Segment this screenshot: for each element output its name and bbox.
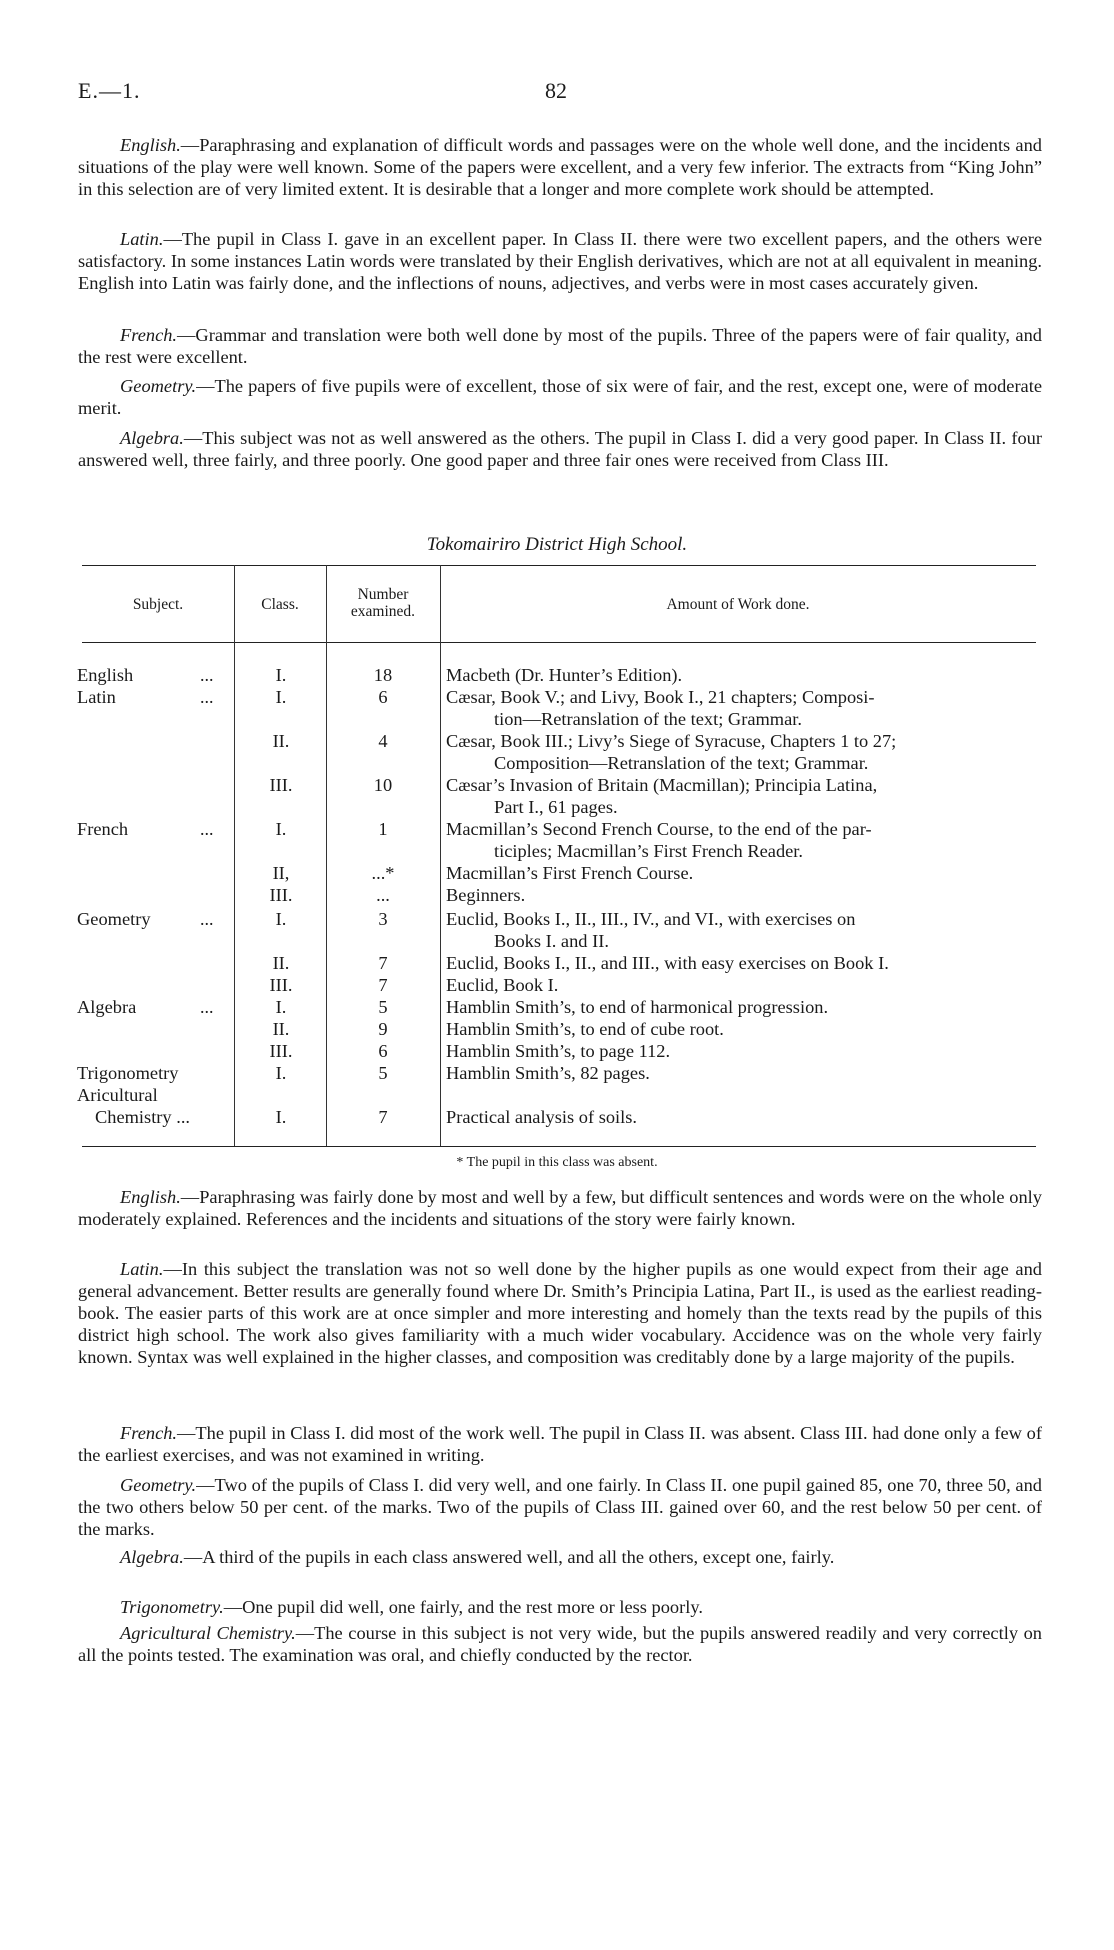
paragraph-text: —A third of the pupils in each class answered well, and all the others, except one, fairly.: [183, 1547, 835, 1567]
table-cell-class: II.: [272, 953, 290, 973]
table-cell-leader-dots: ...: [200, 687, 214, 707]
paragraph-heading: Agricultural Chemistry.: [120, 1623, 296, 1643]
paragraph-heading: French.: [120, 325, 178, 345]
table-cell-class: II.: [272, 731, 290, 751]
work-text: Cæsar’s Invasion of Britain (Macmillan); Principia Latina,: [446, 775, 878, 795]
paragraph-algebra-bottom: [78, 1546, 1042, 1568]
paragraph-french-top: [78, 324, 1042, 368]
work-text: Cæsar, Book III.; Livy’s Siege of Syracuse, Chapters 1 to 27;: [446, 731, 897, 751]
table-cell-work: [446, 1107, 1040, 1129]
table-cell-work: [446, 1041, 1040, 1063]
table-cell-number: 4: [378, 731, 388, 751]
table-bottom-rule: [82, 1146, 1036, 1147]
paragraph-heading: Trigonometry.: [120, 1597, 224, 1617]
work-text-continued: Part I., 61 pages.: [494, 796, 618, 817]
table-cell-number: 5: [378, 997, 388, 1017]
paragraph-text: —Grammar and translation were both well done by most of the pupils. Three of the papers were of fair quality, and the rest were excellent.: [78, 325, 1042, 367]
paragraph-heading: Geometry.: [120, 376, 197, 396]
table-cell-class: II,: [272, 863, 290, 883]
table-cell-leader-dots: ...: [200, 997, 214, 1017]
table-cell-number: 6: [378, 1041, 388, 1061]
paragraph-text: —In this subject the translation was not so well done by the higher pupils as one would expect from their age and general advancement. Better results are generally found where Dr. Smith’s Principia Latina, Part II., is used as the earliest reading-book. The easier parts of this work are at once simpler and more interesting and homely than the texts read by the pupils of this district high school. The work also gives familiarity with a much wider vocabulary. Accidence was on the whole very fairly known. Syntax was well explained in the higher classes, and composition was creditably done by a large majority of the pupils.: [78, 1259, 1042, 1367]
paragraph-heading: French.: [120, 1423, 178, 1443]
paragraph-english-bottom: [78, 1186, 1042, 1230]
paragraph-heading: Algebra.: [120, 428, 184, 448]
work-text-continued: Composition—Retranslation of the text; Grammar.: [494, 752, 869, 773]
paragraph-heading: Geometry.: [120, 1475, 197, 1495]
paragraph-text: —Paraphrasing and explanation of difficult words and passages were on the whole well done, and the incidents and situations of the play were well known. Some of the papers were excellent, and a very few inferior. The extracts from “King John” in this selection are of very limited extent. It is desirable that a longer and more complete work should be attempted.: [78, 135, 1042, 199]
table-cell-work: [446, 885, 1040, 907]
paragraph-text: —This subject was not as well answered as the others. The pupil in Class I. did a very good paper. In Class II. four answered well, three fairly, and three poorly. One good paper and three fair ones were received from Class III.: [78, 428, 1042, 470]
paragraph-text: —The course in this subject is not very wide, but the pupils answered readily and very correctly on all the points tested. The examination was oral, and chiefly conducted by the rector.: [78, 1623, 1042, 1665]
column-header-number: Number examined.: [350, 586, 416, 620]
table-top-rule: [82, 565, 1036, 566]
paragraph-text: —Paraphrasing was fairly done by most and well by a few, but difficult sentences and words were on the whole only moderately explained. References and the incidents and situations of the story were fairly known.: [78, 1187, 1042, 1229]
table-cell-number: 7: [378, 975, 388, 995]
table-cell-class: I.: [275, 1107, 287, 1127]
paragraph-text: —The pupil in Class I. gave in an excellent paper. In Class II. there were two excellent papers, and the others were satisfactory. In some instances Latin words were translated by their English derivatives, which are not at all equivalent in meaning. English into Latin was fairly done, and the inflections of nouns, adjectives, and verbs were in most cases accurately given.: [78, 229, 1042, 293]
column-header-subject: Subject.: [132, 596, 184, 613]
column-header-class: Class.: [261, 596, 299, 613]
table-cell-subject: English: [77, 665, 134, 685]
table-cell-work: [446, 1019, 1040, 1041]
table-cell-number: 6: [378, 687, 388, 707]
table-cell-class: III.: [269, 885, 293, 905]
table-header-rule: [82, 642, 1036, 643]
work-text-continued: ticiples; Macmillan’s First French Reader.: [494, 840, 804, 861]
paragraph-text: —Two of the pupils of Class I. did very well, and one fairly. In Class II. one pupil gained 85, one 70, three 50, and the two others below 50 per cent. of the marks. Two of the pupils of Class III. gained over 60, and the rest below 50 per cent. of the marks.: [78, 1475, 1042, 1539]
table-cell-number: 18: [373, 665, 393, 685]
paragraph-heading: Latin.: [120, 229, 164, 249]
table-cell-class: I.: [275, 819, 287, 839]
table-cell-work: [446, 975, 1040, 997]
paragraph-text: —One pupil did well, one fairly, and the rest more or less poorly.: [223, 1597, 703, 1617]
work-text: Beginners.: [446, 885, 526, 905]
table-title: Tokomairiro District High School.: [426, 534, 688, 555]
paragraph-french-bottom: [78, 1422, 1042, 1466]
paragraph-heading: Algebra.: [120, 1547, 184, 1567]
table-cell-leader-dots: ...: [200, 819, 214, 839]
paragraph-latin-top: [78, 228, 1042, 294]
work-text: Practical analysis of soils.: [446, 1107, 638, 1127]
table-cell-work: [446, 997, 1040, 1019]
table-cell-number: 3: [378, 909, 388, 929]
table-cell-class: III.: [269, 775, 293, 795]
table-cell-work: [446, 775, 1040, 818]
table-cell-class: I.: [275, 997, 287, 1017]
table-cell-subject: Trigonometry: [77, 1063, 179, 1083]
work-text: Hamblin Smith’s, to end of cube root.: [446, 1019, 724, 1039]
work-text: Macmillan’s First French Course.: [446, 863, 694, 883]
table-cell-work: [446, 1063, 1040, 1085]
table-cell-work: [446, 687, 1040, 730]
table-cell-work: [446, 953, 1040, 975]
paragraph-text: —The pupil in Class I. did most of the work well. The pupil in Class II. was absent. Class III. had done only a few of the earliest exercises, and was not examined in writing.: [78, 1423, 1042, 1465]
table-cell-number: ...: [376, 885, 390, 905]
work-text: Hamblin Smith’s, 82 pages.: [446, 1063, 650, 1083]
document-reference: E.—1.: [78, 78, 141, 103]
paragraph-algebra-top: [78, 427, 1042, 471]
table-cell-class: III.: [269, 975, 293, 995]
table-cell-subject: Latin: [77, 687, 116, 707]
paragraph-heading: English.: [120, 1187, 181, 1207]
work-text: Euclid, Book I.: [446, 975, 559, 995]
paragraph-trigonometry-bottom: [78, 1596, 1042, 1618]
table-cell-class: I.: [275, 1063, 287, 1083]
page-number: 82: [545, 78, 567, 103]
table-cell-leader-dots: ...: [200, 665, 214, 685]
table-cell-subject: French: [77, 819, 129, 839]
column-header-work: Amount of Work done.: [666, 596, 810, 613]
table-cell-subject: Algebra: [77, 997, 137, 1017]
work-text: Macmillan’s Second French Course, to the end of the par-: [446, 819, 872, 839]
table-cell-number: 9: [378, 1019, 388, 1039]
work-text: Cæsar, Book V.; and Livy, Book I., 21 chapters; Composi-: [446, 687, 875, 707]
table-cell-class: I.: [275, 665, 287, 685]
table-cell-work: [446, 665, 1040, 687]
work-text: Hamblin Smith’s, to end of harmonical progression.: [446, 997, 829, 1017]
table-cell-work: [446, 909, 1040, 952]
table-cell-subject: Chemistry ...: [95, 1107, 191, 1127]
work-text-continued: tion—Retranslation of the text; Grammar.: [494, 708, 802, 729]
column-divider: [326, 565, 327, 1146]
paragraph-text: —The papers of five pupils were of excellent, those of six were of fair, and the rest, except one, were of moderate merit.: [78, 376, 1042, 418]
work-text: Hamblin Smith’s, to page 112.: [446, 1041, 671, 1061]
table-cell-work: [446, 819, 1040, 862]
table-cell-subject: Geometry: [77, 909, 151, 929]
paragraph-heading: English.: [120, 135, 181, 155]
table-cell-class: III.: [269, 1041, 293, 1061]
table-cell-number: 7: [378, 953, 388, 973]
paragraph-latin-bottom: [78, 1258, 1042, 1368]
work-text: Macbeth (Dr. Hunter’s Edition).: [446, 665, 683, 685]
table-cell-number: 10: [373, 775, 393, 795]
paragraph-english-top: [78, 134, 1042, 200]
column-divider: [234, 565, 235, 1146]
table-cell-work: [446, 731, 1040, 774]
table-cell-class: I.: [275, 909, 287, 929]
table-cell-work: [446, 863, 1040, 885]
paragraph-geometry-top: [78, 375, 1042, 419]
work-text-continued: Books I. and II.: [494, 930, 609, 951]
table-cell-leader-dots: ...: [200, 909, 214, 929]
column-divider: [440, 565, 441, 1146]
table-cell-class: II.: [272, 1019, 290, 1039]
table-cell-number: 7: [378, 1107, 388, 1127]
table-cell-class: I.: [275, 687, 287, 707]
table-cell-subject: Aricultural: [77, 1085, 158, 1105]
paragraph-agricultural-chemistry-bottom: [78, 1622, 1042, 1666]
work-text: Euclid, Books I., II., III., IV., and VI., with exercises on: [446, 909, 856, 929]
paragraph-geometry-bottom: [78, 1474, 1042, 1540]
work-text: Euclid, Books I., II., and III., with easy exercises on Book I.: [446, 953, 889, 973]
table-cell-number: ...*: [371, 863, 395, 883]
table-cell-number: 1: [378, 819, 388, 839]
paragraph-heading: Latin.: [120, 1259, 164, 1279]
table-footnote: * The pupil in this class was absent.: [456, 1155, 658, 1170]
table-cell-number: 5: [378, 1063, 388, 1083]
